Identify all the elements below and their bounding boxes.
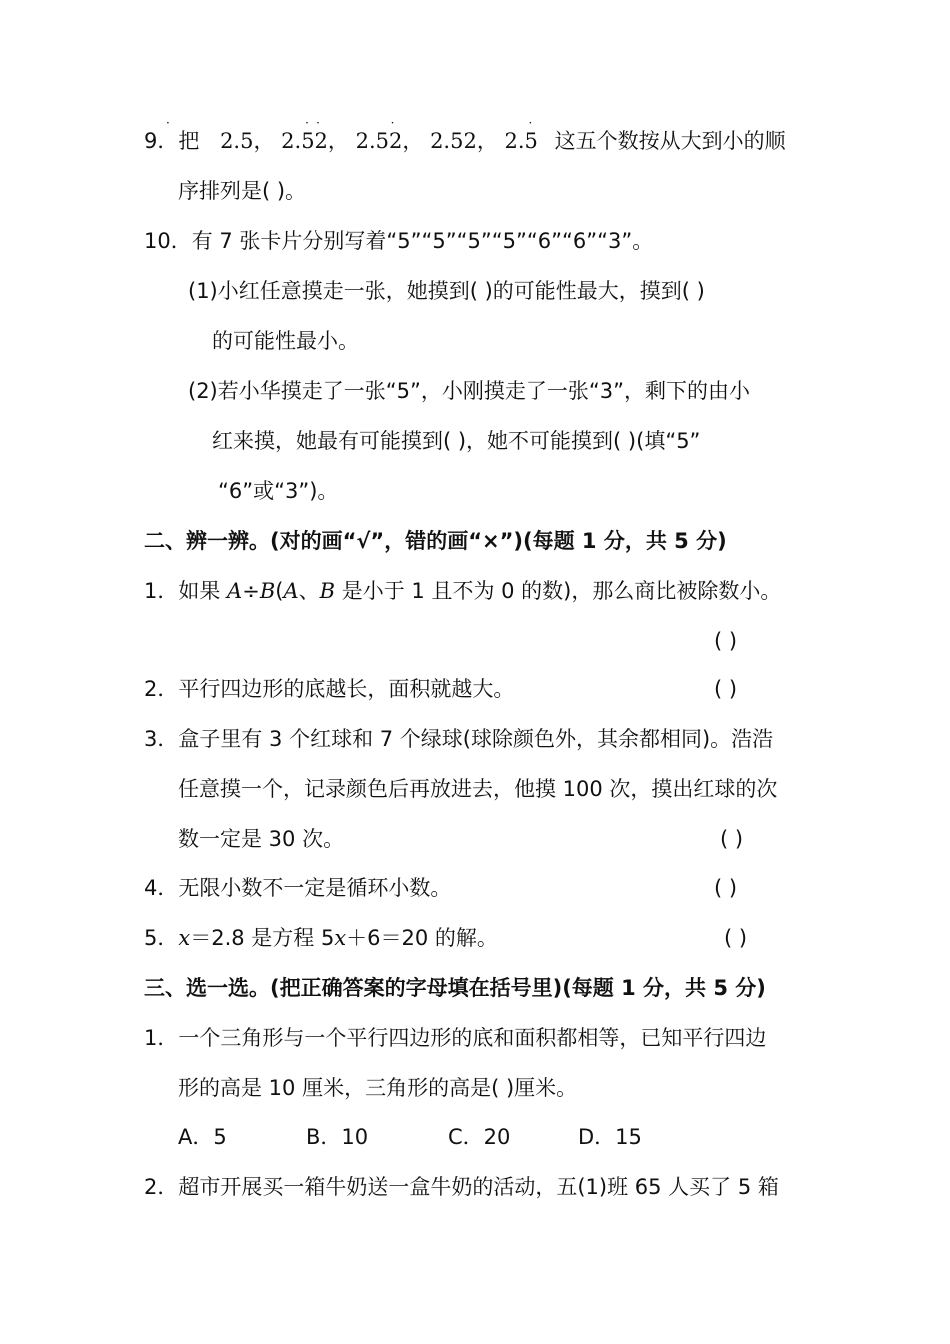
s2-q1-rest: 是小于 1 且不为 0 的数)，那么商比被除数小。	[335, 579, 782, 603]
s2-q3-line1: 3．盒子里有 3 个红球和 7 个绿球(球除颜色外，其余都相同)。浩浩	[144, 727, 774, 751]
s2-q1-line	[144, 576, 781, 606]
s2-q4-answer-box[interactable]: ( )	[714, 876, 738, 900]
q10-part2-line2: 红来摸，她最有可能摸到( )，她不可能摸到( )(填“5”	[212, 429, 701, 453]
q9-sep-1: ，	[253, 129, 275, 153]
s2-q1-var-b2: B	[319, 579, 336, 603]
section2-heading: 二、辨一辨。(对的画“√”，错的画“×”)(每题 1 分，共 5 分)	[144, 529, 727, 553]
s2-q5-rest: ＋6＝20 的解。	[346, 926, 498, 950]
s2-q3-answer-box[interactable]: ( )	[720, 827, 744, 851]
s3-q1-line1: 1．一个三角形与一个平行四边形的底和面积都相等，已知平行四边	[144, 1026, 767, 1050]
s2-q3-line2: 任意摸一个，记录颜色后再放进去，他摸 100 次，摸出红球的次	[178, 777, 778, 801]
q10-part1-line2: 的可能性最小。	[212, 329, 359, 353]
s2-q1-answer-box[interactable]: ( )	[714, 629, 738, 653]
s2-q1-var-a2: A	[283, 579, 299, 603]
q10-part1-line1: (1)小红任意摸走一张，她摸到( )的可能性最大，摸到( )	[188, 279, 705, 303]
s2-q5-var-x: x	[178, 926, 191, 950]
s3-q1-option-c[interactable]: C．20	[448, 1125, 511, 1149]
q9-prefix: 把	[178, 129, 200, 153]
q10-part2-line1: (2)若小华摸走了一张“5”，小刚摸走了一张“3”，剩下的由小	[188, 379, 750, 403]
q9-sep-2: ，	[327, 129, 349, 153]
s2-q1-prefix: 1．如果	[144, 579, 228, 603]
q9-sep-3: ，	[402, 129, 424, 153]
q9-number-5: 2.5 ·	[504, 116, 538, 153]
q9-line1	[144, 116, 786, 156]
s2-q3-line3: 数一定是 30 次。	[178, 827, 345, 851]
q9-number-3: 2.52 ·	[355, 116, 403, 153]
q10-line1: 10．有 7 张卡片分别写着“5”“5”“5”“5”“6”“6”“3”。	[144, 229, 654, 253]
s2-q5-mid: ＝2.8 是方程 5	[190, 926, 335, 950]
q9-number-2: 2.52 · ·	[281, 116, 328, 153]
s2-q5-line	[144, 923, 498, 953]
q9-number-4: 2.52	[430, 129, 477, 153]
q9-sep-4: ，	[476, 129, 498, 153]
section3-heading: 三、选一选。(把正确答案的字母填在括号里)(每题 1 分，共 5 分)	[144, 976, 766, 1000]
s2-q5-var-x2: x	[334, 926, 347, 950]
q9-number: 9．	[144, 129, 179, 153]
s2-q4-line: 4．无限小数不一定是循环小数。	[144, 876, 452, 900]
s3-q2-line1: 2．超市开展买一箱牛奶送一盒牛奶的活动，五(1)班 65 人买了 5 箱	[144, 1175, 779, 1199]
s2-q2-answer-box[interactable]: ( )	[714, 677, 738, 701]
q9-suffix: 这五个数按从大到小的顺	[554, 129, 786, 153]
s3-q1-option-a[interactable]: A．5	[178, 1125, 227, 1149]
s2-q5-number: 5．	[144, 926, 179, 950]
s2-q5-answer-box[interactable]: ( )	[724, 926, 748, 950]
s3-q1-option-b[interactable]: B．10	[306, 1125, 369, 1149]
s2-q1-open-paren: (	[275, 579, 284, 603]
s2-q1-divide: ÷	[242, 579, 260, 603]
s3-q1-line2: 形的高是 10 厘米，三角形的高是( )厘米。	[178, 1076, 578, 1100]
q9-number-1: 2.5 ·	[166, 116, 254, 153]
s2-q1-separator: 、	[298, 579, 320, 603]
q9-line2: 序排列是( )。	[178, 179, 307, 203]
s2-q2-line: 2．平行四边形的底越长，面积就越大。	[144, 677, 515, 701]
s3-q1-option-d[interactable]: D．15	[578, 1125, 642, 1149]
s2-q1-var-a: A	[227, 579, 243, 603]
q10-part2-line3: “6”或“3”)。	[218, 479, 339, 503]
s2-q1-var-b: B	[259, 579, 276, 603]
